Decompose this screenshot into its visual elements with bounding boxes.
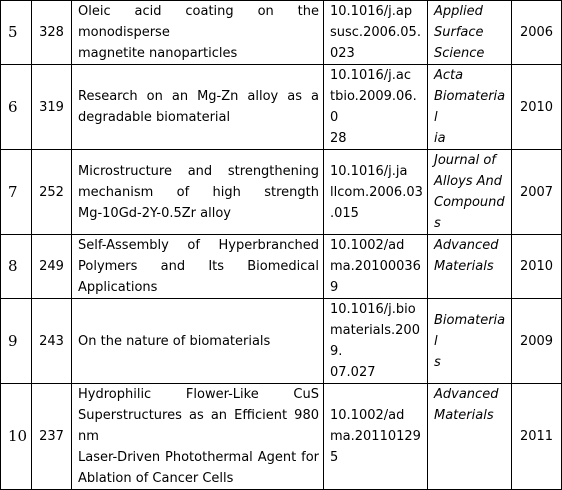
journal-line: s	[434, 354, 441, 370]
doi-cell	[324, 235, 428, 299]
title-line: Ablation of Cancer Cells	[78, 471, 234, 486]
title-cell	[72, 299, 324, 384]
doi-line: 10.1016/j.ac	[330, 68, 411, 83]
title-line: Self-Assembly of Hyperbranched	[78, 238, 319, 253]
title-line: Polymers and Its Biomedical	[78, 259, 319, 274]
doi-line: tbio.2009.06.0	[330, 89, 417, 125]
rank-cell: 10	[1, 384, 32, 490]
journal-cell	[428, 150, 512, 235]
citations-cell: 243	[32, 299, 72, 384]
title-line: Applications	[78, 280, 158, 295]
year-cell: 2010	[512, 235, 562, 299]
doi-line: 10.1002/ad	[330, 408, 405, 423]
title-line: mechanism of high strength	[78, 184, 319, 200]
rank-cell: 5	[1, 1, 32, 65]
title-cell	[72, 65, 324, 150]
journal-line: Alloys And	[434, 174, 503, 189]
citations-cell: 237	[32, 384, 72, 490]
doi-line: materials.200	[330, 323, 420, 338]
doi-line: 07.027	[330, 365, 376, 380]
citations-cell: 249	[32, 235, 72, 299]
journal-line: Advanced	[434, 238, 499, 253]
table-row	[1, 384, 562, 490]
doi-line: llcom.2006.03	[330, 184, 423, 200]
rank-cell: 7	[1, 150, 32, 235]
doi-line: 10.1016/j.ap	[330, 4, 413, 19]
journal-cell	[428, 384, 512, 490]
journal-line: s	[434, 216, 441, 231]
citations-cell: 252	[32, 150, 72, 235]
doi-line: .015	[330, 205, 359, 221]
doi-line: susc.2006.05.	[330, 25, 421, 40]
doi-line: 9	[330, 280, 339, 295]
journal-cell	[428, 65, 512, 150]
year-cell: 2007	[512, 150, 562, 235]
journal-line: Compound	[434, 195, 505, 210]
title-line: Research on an Mg-Zn alloy as a	[78, 89, 319, 104]
journal-line: Surface	[434, 25, 484, 40]
doi-line: ma.20100036	[330, 259, 421, 274]
title-line: Oleic acid coating on the monodisperse	[78, 4, 319, 40]
doi-line: ma.20110129	[330, 429, 421, 444]
doi-line: 10.1002/ad	[330, 238, 405, 253]
doi-line: 28	[330, 131, 347, 146]
journal-line: Advanced	[434, 387, 499, 402]
table-row	[1, 299, 562, 384]
citations-cell: 319	[32, 65, 72, 150]
title-cell	[72, 384, 324, 490]
rank-cell: 9	[1, 299, 32, 384]
title-cell	[72, 235, 324, 299]
title-line: degradable biomaterial	[78, 110, 231, 125]
year-cell: 2010	[512, 65, 562, 150]
doi-cell	[324, 299, 428, 384]
journal-line: Biomaterial	[434, 89, 506, 125]
doi-line: 023	[330, 46, 355, 61]
table-row	[1, 65, 562, 150]
year-cell: 2006	[512, 1, 562, 65]
title-line: Microstructure and strengthening	[78, 163, 319, 179]
doi-cell	[324, 65, 428, 150]
doi-line: 9.	[330, 344, 343, 359]
doi-line: 10.1016/j.bio	[330, 302, 416, 317]
journal-line: Materials	[434, 408, 494, 423]
title-cell	[72, 150, 324, 235]
table-row	[1, 1, 562, 65]
doi-line: 10.1016/j.ja	[330, 163, 408, 179]
journal-line: Materials	[434, 259, 494, 274]
doi-line: 5	[330, 450, 339, 465]
journal-cell	[428, 1, 512, 65]
journal-line: Applied	[434, 4, 483, 19]
table-row	[1, 235, 562, 299]
table-row	[1, 150, 562, 235]
rank-cell: 6	[1, 65, 32, 150]
title-line: Mg-10Gd-2Y-0.5Zr alloy	[78, 205, 231, 221]
rank-cell: 8	[1, 235, 32, 299]
doi-cell	[324, 1, 428, 65]
title-line: magnetite nanoparticles	[78, 46, 238, 61]
journal-cell	[428, 235, 512, 299]
title-line: On the nature of biomaterials	[78, 333, 271, 349]
title-line: Laser-Driven Photothermal Agent for	[78, 450, 319, 465]
title-line: Hydrophilic Flower-Like CuS	[78, 387, 319, 402]
year-cell: 2009	[512, 299, 562, 384]
journal-line: Journal of	[434, 153, 496, 168]
journal-line: Biomaterial	[434, 312, 506, 349]
journal-line: ia	[434, 131, 446, 146]
journal-cell	[428, 299, 512, 384]
title-cell	[72, 1, 324, 65]
journal-line: Science	[434, 46, 485, 61]
citations-cell: 328	[32, 1, 72, 65]
doi-cell	[324, 384, 428, 490]
year-cell: 2011	[512, 384, 562, 490]
title-line: Superstructures as an Efficient 980 nm	[78, 408, 319, 444]
journal-line: Acta	[434, 68, 464, 83]
doi-cell	[324, 150, 428, 235]
